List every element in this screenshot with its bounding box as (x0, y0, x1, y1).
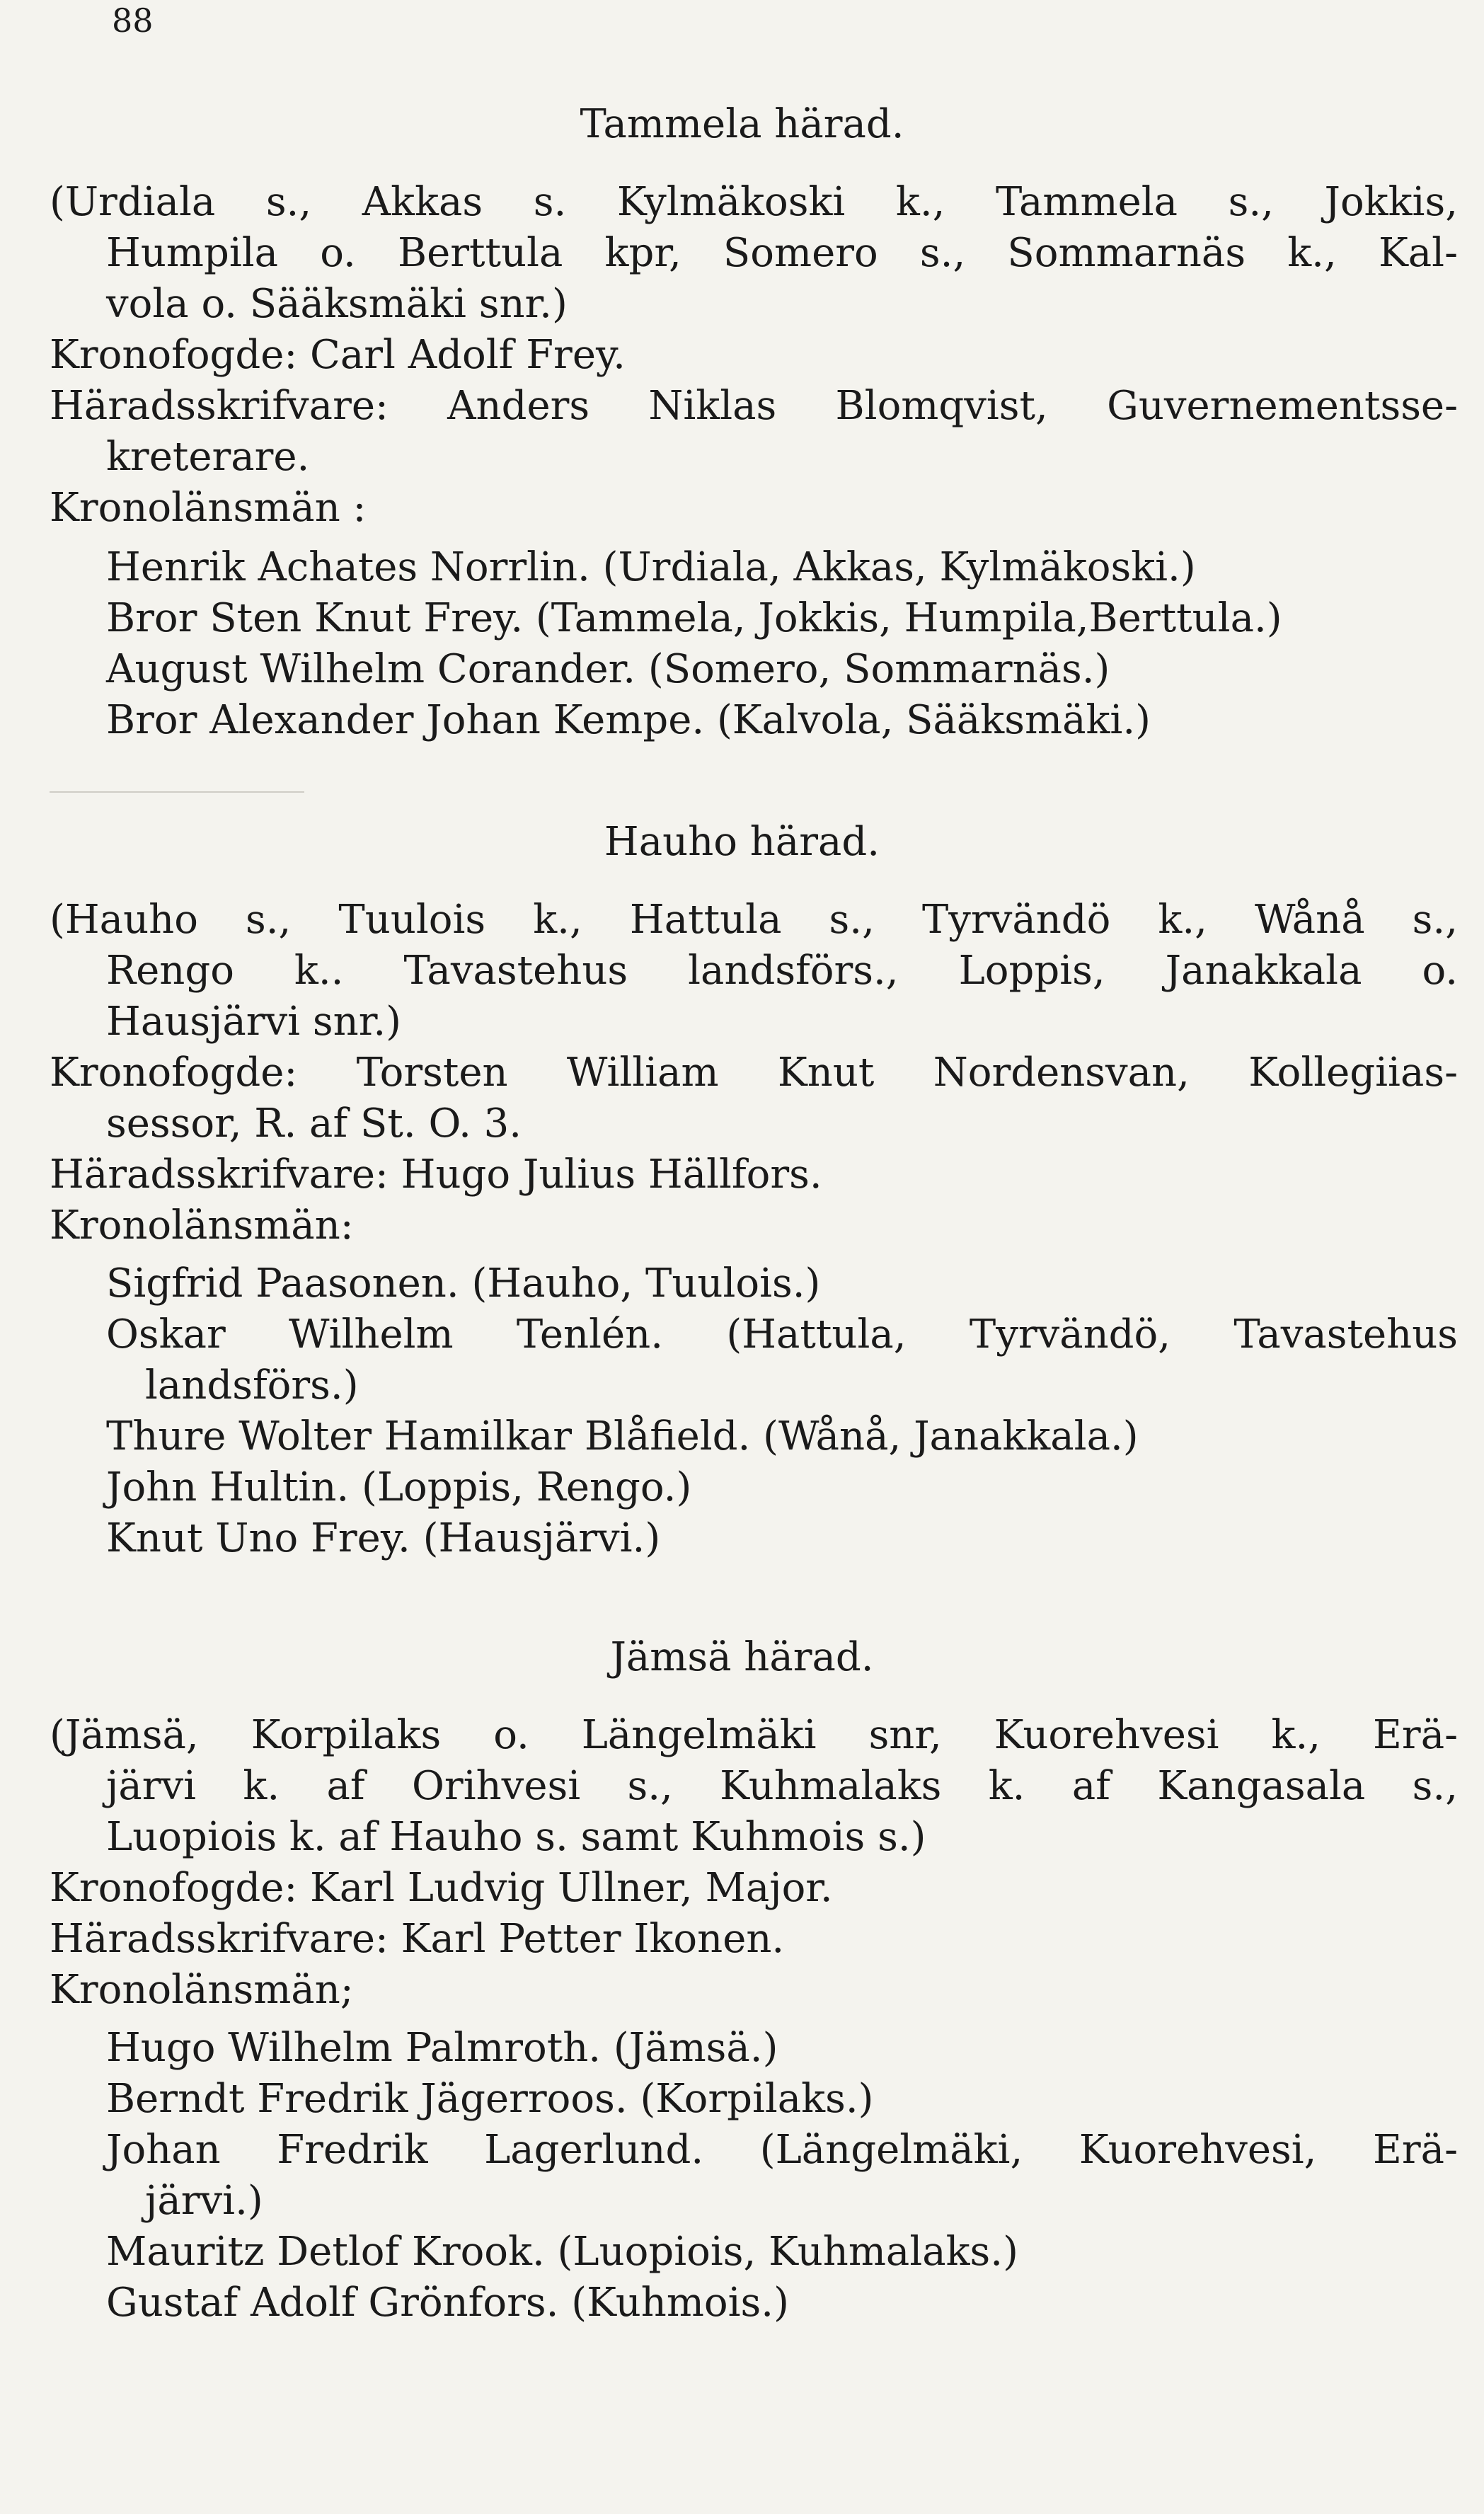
text-line: järvi k. af Orihvesi s., Kuhmalaks k. af Kangasala s., (106, 1763, 1458, 1809)
text-line: järvi.) (145, 2178, 263, 2224)
text-line: Kronofogde: Carl Adolf Frey. (50, 332, 626, 378)
text-line: Häradsskrifvare: Karl Petter Ikonen. (50, 1916, 785, 1962)
text-line: Hausjärvi snr.) (106, 999, 401, 1045)
text-line: landsförs.) (145, 1362, 359, 1408)
text-line: Kronofogde: Torsten William Knut Nordensvan, Kollegiias- (50, 1050, 1458, 1096)
text-line: (Hauho s., Tuulois k., Hattula s., Tyrvändö k., Wånå s., (50, 897, 1458, 943)
text-line: Berndt Fredrik Jägerroos. (Korpilaks.) (106, 2076, 874, 2122)
text-line: Sigfrid Paasonen. (Hauho, Tuulois.) (106, 1261, 821, 1307)
text-line: Häradsskrifvare: Anders Niklas Blomqvist, Guvernementsse- (50, 383, 1458, 429)
text-line: Oskar Wilhelm Tenlén. (Hattula, Tyrvändö, Tavastehus (106, 1311, 1458, 1358)
text-line: Johan Fredrik Lagerlund. (Längelmäki, Kuorehvesi, Erä- (106, 2127, 1458, 2173)
text-line: sessor, R. af St. O. 3. (106, 1101, 522, 1147)
text-line: Kronolänsmän: (50, 1203, 354, 1249)
text-line: John Hultin. (Loppis, Rengo.) (106, 1464, 692, 1510)
text-line: Knut Uno Frey. (Hausjärvi.) (106, 1515, 661, 1561)
section-title: Jämsä härad. (610, 1634, 874, 1680)
text-line: Kronolänsmän; (50, 1967, 354, 2013)
text-line: (Jämsä, Korpilaks o. Längelmäki snr, Kuorehvesi k., Erä- (50, 1712, 1458, 1758)
text-line: Kronolänsmän : (50, 485, 367, 531)
text-line: (Urdiala s., Akkas s. Kylmäkoski k., Tammela s., Jokkis, (50, 179, 1458, 225)
text-line: Bror Sten Knut Frey. (Tammela, Jokkis, Humpila,Berttula.) (106, 595, 1282, 641)
text-line: Thure Wolter Hamilkar Blåfield. (Wånå, Janakkala.) (106, 1413, 1139, 1459)
text-line: Kronofogde: Karl Ludvig Ullner, Major. (50, 1865, 833, 1911)
section-title: Tammela härad. (580, 101, 904, 147)
text-line: Hugo Wilhelm Palmroth. (Jämsä.) (106, 2025, 778, 2071)
divider (50, 791, 304, 793)
text-line: Häradsskrifvare: Hugo Julius Hällfors. (50, 1152, 822, 1198)
text-line: Bror Alexander Johan Kempe. (Kalvola, Sääksmäki.) (106, 697, 1151, 743)
page-number: 88 (112, 1, 154, 40)
text-line: Gustaf Adolf Grönfors. (Kuhmois.) (106, 2280, 789, 2326)
text-line: Mauritz Detlof Krook. (Luopiois, Kuhmalaks.) (106, 2229, 1018, 2275)
text-line: August Wilhelm Corander. (Somero, Sommarnäs.) (106, 646, 1110, 692)
section-title: Hauho härad. (604, 819, 880, 865)
text-line: Humpila o. Berttula kpr, Somero s., Sommarnäs k., Kal- (106, 230, 1458, 276)
text-line: Rengo k.. Tavastehus landsförs., Loppis, Janakkala o. (106, 948, 1458, 994)
text-line: kreterare. (106, 434, 310, 480)
text-line: Luopiois k. af Hauho s. samt Kuhmois s.) (106, 1814, 926, 1860)
text-line: Henrik Achates Norrlin. (Urdiala, Akkas, Kylmäkoski.) (106, 544, 1196, 590)
text-line: vola o. Sääksmäki snr.) (106, 281, 568, 327)
